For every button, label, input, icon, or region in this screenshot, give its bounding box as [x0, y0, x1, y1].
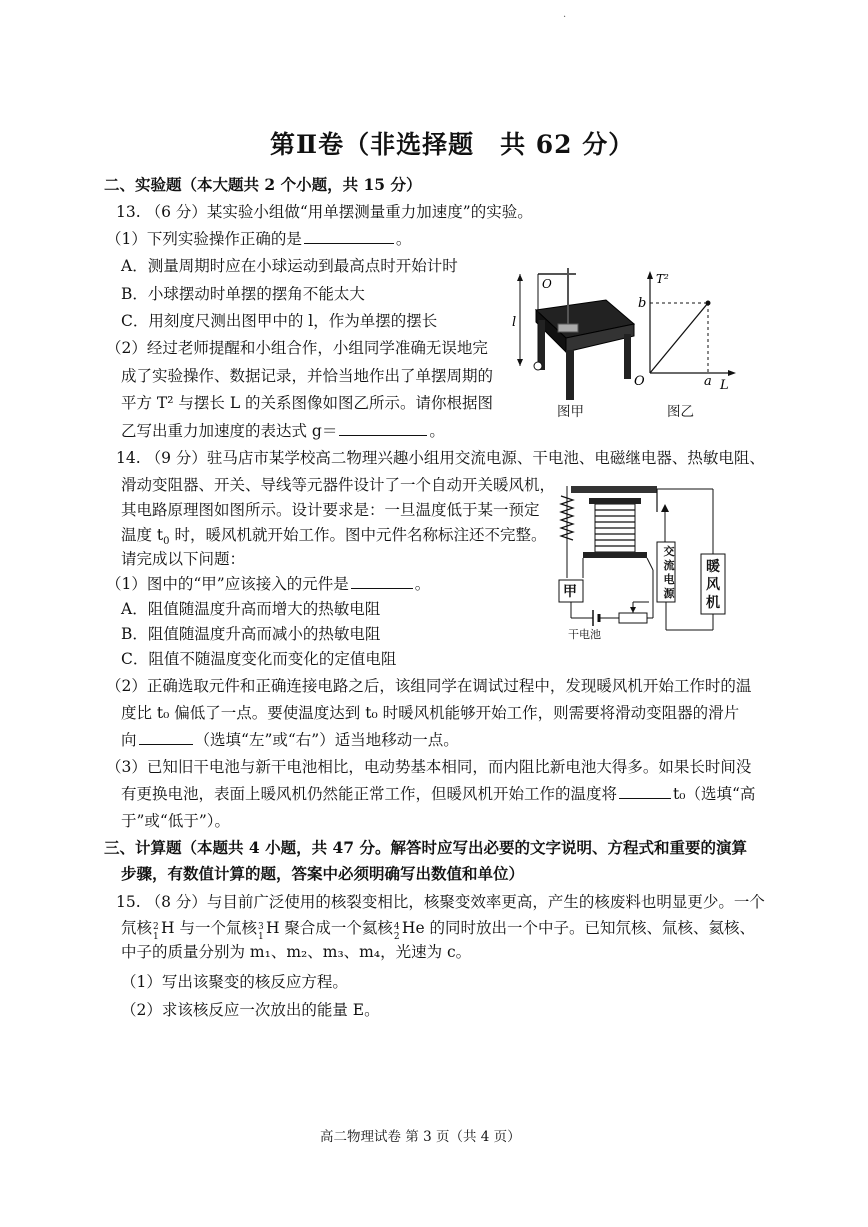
q15-line2: [121, 918, 756, 942]
page-title: 第Ⅱ卷（非选择题 共 62 分）: [270, 130, 635, 159]
q14-option-c: C．阻值不随温度变化而变化的定值电阻: [121, 650, 397, 668]
q13-part2-last-text: 乙写出重力加速度的表达式 g＝: [121, 422, 338, 440]
header-dot: ·: [563, 12, 567, 23]
q14-line4-c: 时，暖风机就开始工作。图中元件名称标注还不完整。: [169, 526, 547, 544]
q15-line2-a: 氘核: [121, 919, 153, 937]
figure-a-label-o: O: [542, 277, 552, 291]
heater-char-2: 风: [706, 577, 720, 593]
ac-char-3: 电: [663, 573, 675, 586]
q13-answer-blank-1[interactable]: [304, 229, 394, 244]
section-2-heading: 二、实验题（本大题共 2 个小题，共 15 分）: [104, 175, 422, 194]
ac-char-2: 流: [663, 559, 675, 572]
circuit-label-ac-source: [660, 545, 678, 601]
q14-part3-line2-a: 有更换电池，表面上暖风机仍然能正常工作，但暖风机开始工作的温度将: [121, 785, 618, 803]
q15-part2: （2）求该核反应一次放出的能量 E。: [121, 1001, 380, 1019]
figure-a-pendulum: [508, 262, 638, 400]
q14-line4-a: 温度 t: [121, 526, 164, 544]
figure-a-caption: 图甲: [557, 404, 584, 420]
q13-part1-end: 。: [395, 230, 412, 248]
section-3-heading-line1: 三、计算题（本题共 4 小题，共 47 分。解答时应写出必要的文字说明、方程式和重要的演算: [104, 838, 747, 857]
circuit-label-jia: 甲: [563, 584, 577, 600]
q15-line3: 中子的质量分别为 m₁、m₂、m₃、m₄，光速为 c。: [121, 943, 472, 961]
q13-part2-end: 。: [429, 422, 445, 440]
q15-part1: （1）写出该聚变的核反应方程。: [121, 973, 348, 991]
tritium-isotope: [257, 918, 266, 942]
deuterium-atomic-number: 1: [153, 932, 159, 942]
figure-b-origin-label: O: [634, 374, 645, 389]
q14-option-b: B．阻值随温度升高而减小的热敏电阻: [121, 625, 381, 643]
q15-line2-d: He 的同时放出一个中子。已知氘核、氚核、氦核、: [401, 919, 756, 937]
helium-mass-number: 4: [393, 922, 400, 932]
figure-a-label-l: l: [512, 315, 517, 330]
figure-b-a-label: a: [704, 374, 712, 389]
q15-line1: 15. （8 分）与目前广泛使用的核裂变相比，核聚变效率更高，产生的核废料也明显更少。一个: [116, 893, 765, 911]
q13-stem: 13. （6 分）某实验小组做“用单摆测量重力加速度”的实验。: [116, 203, 533, 221]
q14-part2-line2: 度比 t₀ 偏低了一点。要使温度达到 t₀ 时暖风机能够开始工作，则需要将滑动变阻器的滑片: [121, 704, 740, 722]
q14-answer-blank-1[interactable]: [351, 574, 413, 589]
q13-option-c: C．用刻度尺测出图甲中的 l，作为单摆的摆长: [121, 312, 438, 330]
q14-answer-blank-2[interactable]: [139, 730, 193, 745]
q15-line2-c: H 聚合成一个氦核: [265, 919, 393, 937]
q14-line4-sub: 0: [163, 536, 170, 548]
q14-part2-line3-a: 向: [121, 731, 137, 749]
helium-atomic-number: 2: [393, 932, 400, 942]
heater-char-3: 机: [706, 595, 720, 611]
ac-char-4: 源: [663, 587, 675, 600]
q15-line2-b: H 与一个氚核: [161, 919, 257, 937]
helium-isotope: [393, 918, 402, 942]
q14-part3-line2-b: t₀（选填“高: [673, 785, 756, 803]
q14-part2-line3: [121, 730, 459, 750]
q13-option-a: A．测量周期时应在小球运动到最高点时开始计时: [121, 257, 458, 275]
q13-part2-line3: 平方 T² 与摆长 L 的关系图像如图乙所示。请你根据图: [121, 394, 494, 412]
figure-b-x-label: L: [720, 378, 729, 393]
q14-part2-line3-b: （选填“左”或“右”）适当地移动一点。: [194, 731, 459, 749]
tritium-mass-number: 3: [257, 922, 264, 932]
figure-b-y-label: T²: [656, 272, 669, 286]
q14-part2-line1: （2）正确选取元件和正确连接电路之后，该组同学在调试过程中，发现暖风机开始工作时的温: [106, 677, 752, 695]
circuit-label-heater: [701, 558, 725, 612]
q14-line1: 14. （9 分）驻马店市某学校高二物理兴趣小组用交流电源、干电池、电磁继电器、热敏电阻、: [116, 449, 765, 467]
q14-answer-blank-3[interactable]: [619, 784, 671, 799]
q14-part3-line2: [121, 784, 755, 804]
q14-option-a: A．阻值随温度升高而增大的热敏电阻: [121, 600, 381, 618]
q13-part2-line4: [121, 421, 445, 441]
q13-part1: [106, 229, 411, 249]
q13-part2-line1: （2）经过老师提醒和小组合作，小组同学准确无误地完: [106, 339, 488, 357]
q13-answer-blank-2[interactable]: [339, 421, 427, 436]
q14-line2: 滑动变阻器、开关、导线等元器件设计了一个自动开关暖风机，: [121, 476, 556, 494]
q13-part1-text: （1）下列实验操作正确的是: [106, 230, 302, 248]
circuit-label-battery: 干电池: [568, 628, 601, 641]
figure-b-graph: [628, 265, 740, 393]
q13-part2-line2: 成了实验操作、数据记录，并恰当地作出了单摆周期的: [121, 367, 494, 385]
page-footer: 高二物理试卷 第 3 页（共 4 页）: [320, 1129, 521, 1145]
q14-line5: 请完成以下问题：: [121, 550, 246, 568]
q14-part1-text: （1）图中的“甲”应该接入的元件是: [106, 575, 349, 593]
section-3-heading-line2: 步骤，有数值计算的题，答案中必须明确写出数值和单位）: [121, 864, 525, 883]
figure-b-caption: 图乙: [667, 404, 694, 420]
deuterium-mass-number: 2: [153, 922, 159, 932]
heater-char-1: 暖: [706, 559, 720, 575]
q14-part1: [106, 574, 430, 594]
ac-char-1: 交: [663, 545, 675, 558]
q14-part3-line3: 于”或“低于”）。: [121, 812, 231, 830]
q14-line3: 其电路原理图如图所示。设计要求是：一旦温度低于某一预定: [121, 501, 540, 519]
q14-part1-end: 。: [414, 575, 431, 593]
q14-part3-line1: （3）已知旧干电池与新干电池相比，电动势基本相同，而内阻比新电池大得多。如果长时间没: [106, 758, 752, 776]
q13-option-b: B．小球摆动时单摆的摆角不能太大: [121, 285, 365, 303]
deuterium-isotope: [152, 918, 161, 942]
figure-b-b-label: b: [638, 296, 647, 311]
tritium-atomic-number: 1: [257, 932, 264, 942]
